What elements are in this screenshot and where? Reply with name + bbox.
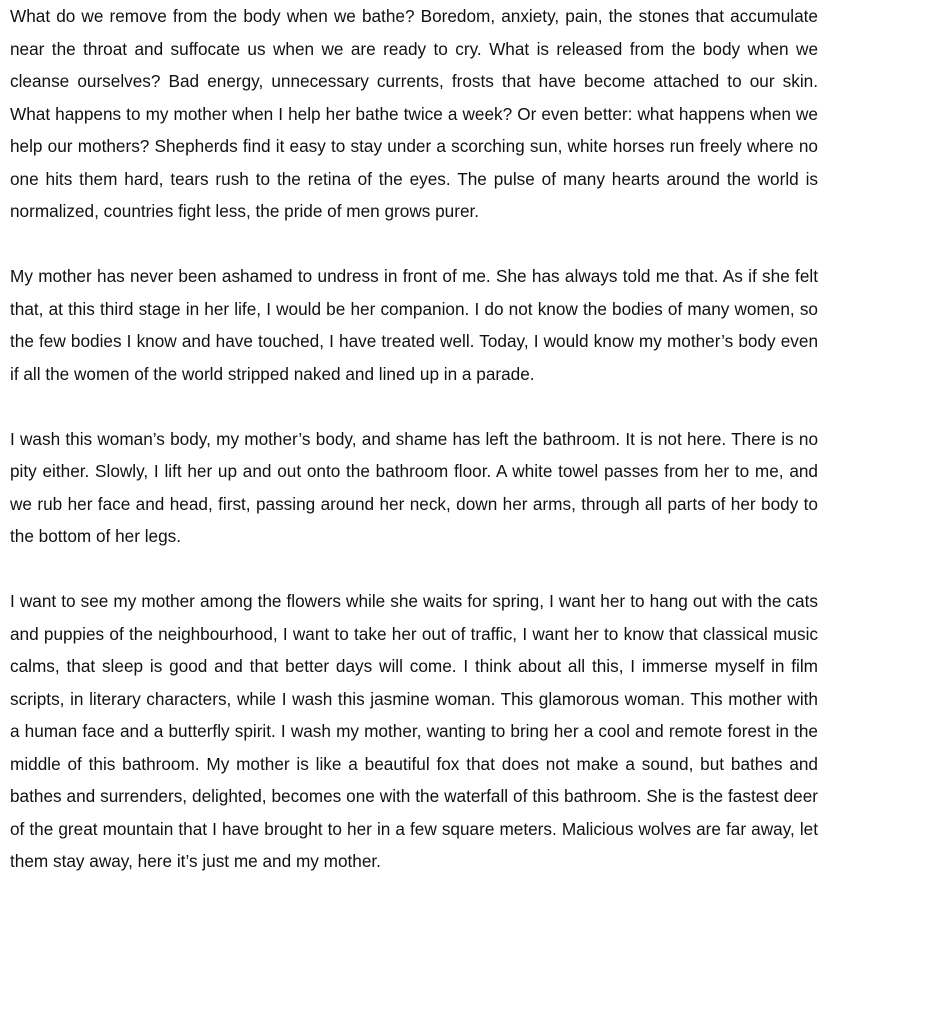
document-page: [10, 0, 818, 878]
paragraph-mother-undress: My mother has never been ashamed to undress in front of me. She has always told me that. As if she felt that, at this third stage in her life, I would be her companion. I do not know the bodies of many women, so the few bodies I know and have touched, I have treated well. Today, I would know my mother’s body even if all the women of the world stripped naked and lined up in a parade.: [10, 266, 818, 384]
paragraph-wishes-for-mother: I want to see my mother among the flowers while she waits for spring, I want her to hang out with the cats and puppies of the neighbourhood, I want to take her out of traffic, I want her to know that classical music calms, that sleep is good and that better days will come. I think about all this, I immerse myself in film scripts, in literary characters, while I wash this jasmine woman. This glamorous woman. This mother with a human face and a butterfly spirit. I wash my mother, wanting to bring her a cool and remote forest in the middle of this bathroom. My mother is like a beautiful fox that does not make a sound, but bathes and bathes and surrenders, delighted, becomes one with the waterfall of this bathroom. She is the fastest deer of the great mountain that I have brought to her in a few square meters. Malicious wolves are far away, let them stay away, here it’s just me and my mother.: [10, 591, 818, 871]
paragraph-bathing-questions: What do we remove from the body when we bathe? Boredom, anxiety, pain, the stones that accumulate near the throat and suffocate us when we are ready to cry. What is released from the body when we cleanse ourselves? Bad energy, unnecessary currents, frosts that have become attached to our skin. What happens to my mother when I help her bathe twice a week? Or even better: what happens when we help our mothers? Shepherds find it easy to stay under a scorching sun, white horses run freely where no one hits them hard, tears rush to the retina of the eyes. The pulse of many hearts around the world is normalized, countries fight less, the pride of men grows purer.: [10, 6, 818, 221]
paragraph-washing-body: I wash this woman’s body, my mother’s body, and shame has left the bathroom. It is not here. There is no pity either. Slowly, I lift her up and out onto the bathroom floor. A white towel passes from her to me, and we rub her face and head, first, passing around her neck, down her arms, through all parts of her body to the bottom of her legs.: [10, 428, 818, 546]
